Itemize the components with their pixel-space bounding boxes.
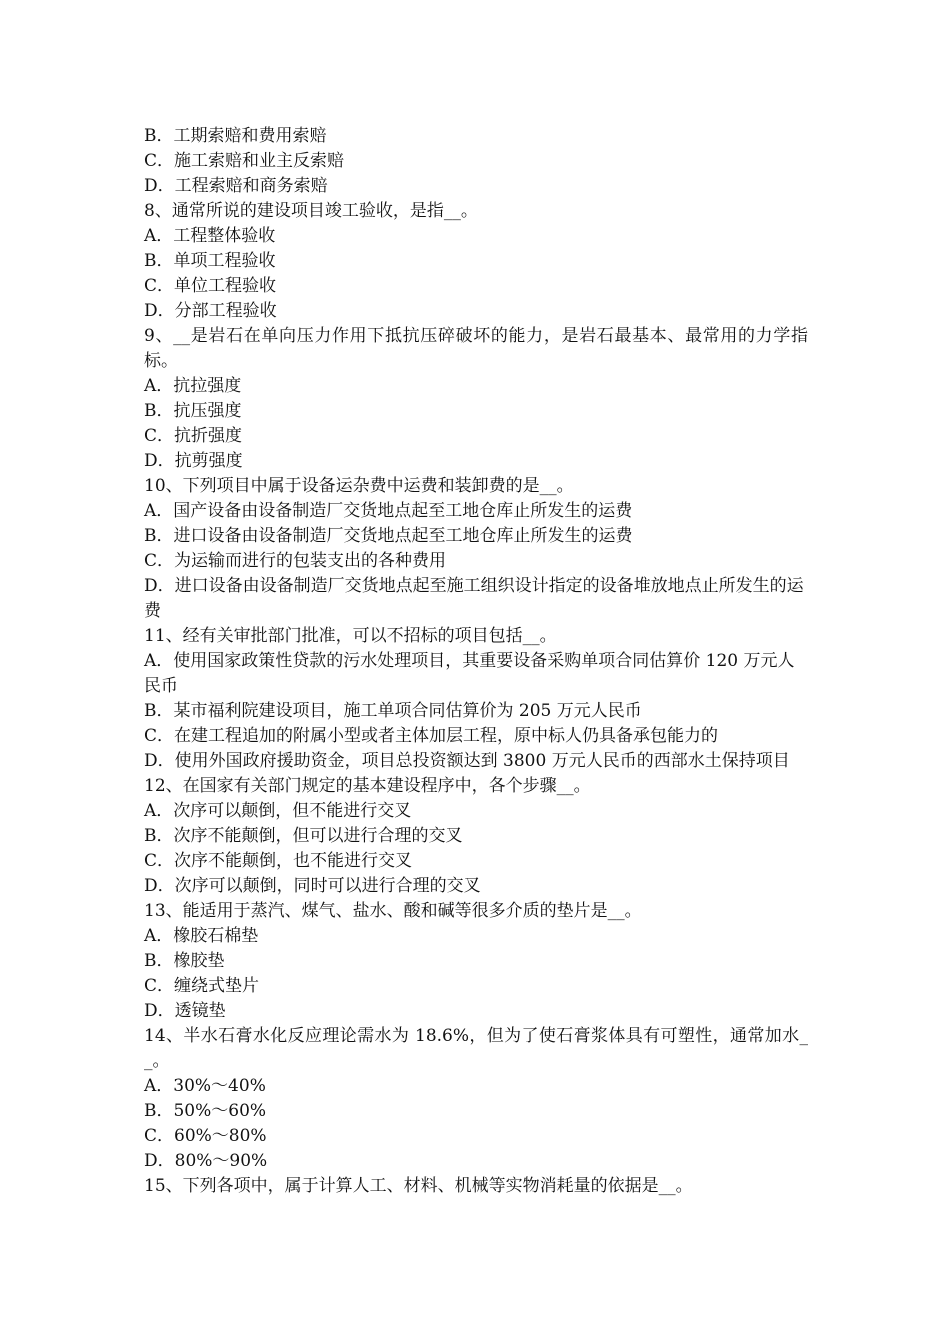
option-line: B．50%～60% — [144, 1101, 267, 1121]
option-line: A．橡胶石棉垫 — [144, 926, 259, 946]
option-line: D．工程索赔和商务索赔 — [144, 176, 328, 196]
question-line: 13、能适用于蒸汽、煤气、盐水、酸和碱等很多介质的垫片是__。 — [144, 901, 642, 921]
option-line: B．单项工程验收 — [144, 251, 276, 271]
question-line: 8、通常所说的建设项目竣工验收，是指__。 — [144, 201, 478, 221]
option-line: C．单位工程验收 — [144, 276, 277, 296]
option-line: B．进口设备由设备制造厂交货地点起至工地仓库止所发生的运费 — [144, 526, 633, 546]
option-line: C．在建工程追加的附属小型或者主体加层工程，原中标人仍具备承包能力的 — [144, 726, 719, 746]
option-line: D．使用外国政府援助资金，项目总投资额达到 3800 万元人民币的西部水土保持项目 — [144, 751, 790, 771]
option-line: B．工期索赔和费用索赔 — [144, 126, 327, 146]
option-line: C．次序不能颠倒，也不能进行交叉 — [144, 851, 413, 871]
option-line: D．透镜垫 — [144, 1001, 226, 1021]
question-line: 11、经有关审批部门批准，可以不招标的项目包括__。 — [144, 626, 557, 646]
option-line: C．施工索赔和业主反索赔 — [144, 151, 345, 171]
option-line: A．工程整体验收 — [144, 226, 276, 246]
question-line: 9、__是岩石在单向压力作用下抵抗压碎破坏的能力，是岩石最基本、最常用的力学指标。 — [144, 326, 808, 371]
option-line: B．抗压强度 — [144, 401, 242, 421]
option-line: A．次序可以颠倒，但不能进行交叉 — [144, 801, 412, 821]
option-line: A．使用国家政策性贷款的污水处理项目，其重要设备采购单项合同估算价 120 万元人民币 — [144, 651, 795, 696]
option-line: D．抗剪强度 — [144, 451, 243, 471]
question-line: 15、下列各项中，属于计算人工、材料、机械等实物消耗量的依据是__。 — [144, 1176, 693, 1196]
document-body — [144, 124, 808, 1199]
option-line: A．30%～40% — [144, 1076, 266, 1096]
option-line: D．进口设备由设备制造厂交货地点起至施工组织设计指定的设备堆放地点止所发生的运费 — [144, 576, 804, 621]
option-line: A．抗拉强度 — [144, 376, 242, 396]
option-line: B．橡胶垫 — [144, 951, 225, 971]
option-line: C．60%～80% — [144, 1126, 267, 1146]
option-line: C．缠绕式垫片 — [144, 976, 260, 996]
option-line: A．国产设备由设备制造厂交货地点起至工地仓库止所发生的运费 — [144, 501, 633, 521]
option-line: C．抗折强度 — [144, 426, 243, 446]
option-line: B．次序不能颠倒，但可以进行合理的交叉 — [144, 826, 463, 846]
option-line: D．次序可以颠倒，同时可以进行合理的交叉 — [144, 876, 481, 896]
question-line: 14、半水石膏水化反应理论需水为 18.6%，但为了使石膏浆体具有可塑性，通常加水__。 — [144, 1026, 808, 1071]
question-line: 12、在国家有关部门规定的基本建设程序中，各个步骤__。 — [144, 776, 591, 796]
option-line: B．某市福利院建设项目，施工单项合同估算价为 205 万元人民币 — [144, 701, 642, 721]
option-line: D．分部工程验收 — [144, 301, 277, 321]
option-line: C．为运输而进行的包装支出的各种费用 — [144, 551, 447, 571]
question-line: 10、下列项目中属于设备运杂费中运费和装卸费的是__。 — [144, 476, 574, 496]
option-line: D．80%～90% — [144, 1151, 268, 1171]
